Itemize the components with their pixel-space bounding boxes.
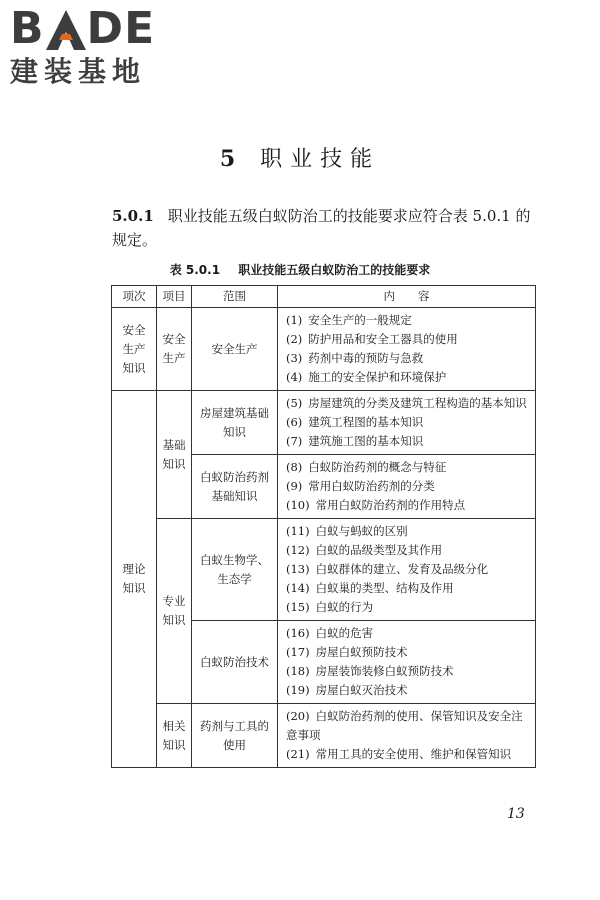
scope-cell: 白蚁防治药剂基础知识 xyxy=(192,455,278,519)
header-cell: 项目 xyxy=(157,286,192,308)
content-item: (1) 安全生产的一般规定 xyxy=(286,313,412,327)
table-header-row xyxy=(112,286,536,308)
logo-letters-right: DE xyxy=(86,3,156,54)
table-row xyxy=(112,308,536,391)
content-item: (4) 施工的安全保护和环境保护 xyxy=(286,370,447,384)
chapter-title: 职业技能 xyxy=(260,147,381,172)
header-cell: 范围 xyxy=(192,286,278,308)
logo-subtitle: 建装基地 xyxy=(10,55,147,88)
content-item: (7) 建筑施工图的基本知识 xyxy=(286,434,424,448)
table-row xyxy=(112,519,536,621)
scope-cell: 房屋建筑基础知识 xyxy=(192,391,278,455)
content-item: (16) 白蚁的危害 xyxy=(286,626,374,640)
content-item: (19) 房屋白蚁灭治技术 xyxy=(286,683,408,697)
table-row xyxy=(112,704,536,768)
table-row xyxy=(112,391,536,455)
content-item: (5) 房屋建筑的分类及建筑工程构造的基本知识 xyxy=(286,396,527,410)
skill-requirements-table xyxy=(111,285,536,768)
logo-a-icon xyxy=(46,10,86,50)
logo-letters-left: B xyxy=(10,3,45,54)
item-cell: 基础知识 xyxy=(157,391,192,519)
logo-wordmark xyxy=(10,3,180,54)
category-cell: 安全生产知识 xyxy=(112,308,157,391)
page-number: 13 xyxy=(507,806,525,822)
content-item: (20) 白蚁防治药剂的使用、保管知识及安全注意事项 xyxy=(286,709,523,742)
scope-cell: 药剂与工具的使用 xyxy=(192,704,278,768)
content-item: (9) 常用白蚁防治药剂的分类 xyxy=(286,479,435,493)
content-item: (17) 房屋白蚁预防技术 xyxy=(286,645,408,659)
content-item: (8) 白蚁防治药剂的概念与特征 xyxy=(286,460,447,474)
content-cell xyxy=(278,621,536,704)
content-item: (18) 房屋装饰装修白蚁预防技术 xyxy=(286,664,454,678)
table-caption-title: 职业技能五级白蚁防治工的技能要求 xyxy=(238,263,431,277)
scope-cell: 白蚁防治技术 xyxy=(192,621,278,704)
table-caption-number: 表 5.0.1 xyxy=(169,263,221,277)
content-item: (2) 防护用品和安全工器具的使用 xyxy=(286,332,458,346)
header-cell: 项次 xyxy=(112,286,157,308)
content-item: (15) 白蚁的行为 xyxy=(286,600,374,614)
chapter-number: 5 xyxy=(219,146,238,172)
clause-text: 职业技能五级白蚁防治工的技能要求应符合表 5.0.1 的规定。 xyxy=(112,207,531,249)
item-cell: 相关知识 xyxy=(157,704,192,768)
content-item: (21) 常用工具的安全使用、维护和保管知识 xyxy=(286,747,512,761)
content-item: (10) 常用白蚁防治药剂的作用特点 xyxy=(286,498,466,512)
logo-a-mark xyxy=(46,6,86,52)
content-cell xyxy=(278,519,536,621)
logo xyxy=(10,3,180,96)
scope-cell: 白蚁生物学、生态学 xyxy=(192,519,278,621)
clause-number: 5.0.1 xyxy=(112,207,154,225)
scope-cell: 安全生产 xyxy=(192,308,278,391)
content-item: (3) 药剂中毒的预防与急救 xyxy=(286,351,424,365)
content-item: (11) 白蚁与蚂蚁的区别 xyxy=(286,524,408,538)
content-cell xyxy=(278,455,536,519)
content-item: (12) 白蚁的品级类型及其作用 xyxy=(286,543,443,557)
header-cell: 内 容 xyxy=(278,286,536,308)
content-cell xyxy=(278,391,536,455)
content-item: (13) 白蚁群体的建立、发育及品级分化 xyxy=(286,562,489,576)
content-cell xyxy=(278,704,536,768)
chapter-heading xyxy=(0,142,600,173)
content-cell xyxy=(278,308,536,391)
content-item: (6) 建筑工程图的基本知识 xyxy=(286,415,424,429)
item-cell: 安全生产 xyxy=(157,308,192,391)
content-item: (14) 白蚁巢的类型、结构及作用 xyxy=(286,581,454,595)
table-caption xyxy=(0,261,600,278)
category-cell: 理论知识 xyxy=(112,391,157,768)
clause-paragraph xyxy=(112,204,542,252)
item-cell: 专业知识 xyxy=(157,519,192,704)
